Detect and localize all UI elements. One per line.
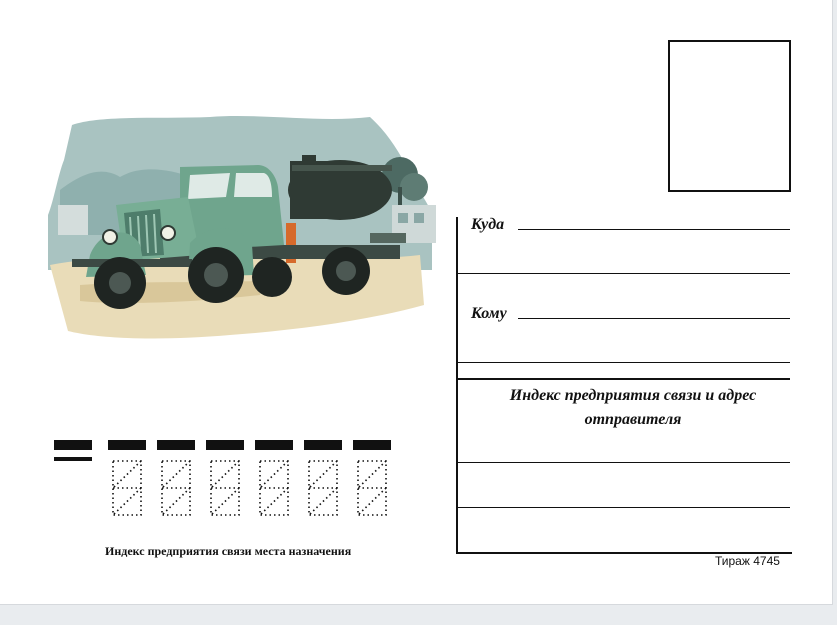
to-where-line-1: [518, 229, 790, 230]
index-digit-grid: [259, 460, 289, 516]
index-bar: [54, 440, 92, 450]
index-bar: [353, 440, 391, 450]
sender-title: Индекс предприятия связи и адрес отправителя: [509, 387, 757, 428]
truck-icon: [40, 105, 440, 350]
index-digit-grid: [357, 460, 387, 516]
index-bar: [206, 440, 244, 450]
to-whom-line-2: [458, 362, 790, 363]
index-bar-thin: [54, 457, 92, 461]
print-run: Тираж 4745: [715, 554, 780, 568]
index-bar: [255, 440, 293, 450]
to-whom-line-1: [518, 318, 790, 319]
sender-line-1: [458, 462, 790, 463]
index-digit-grid: [161, 460, 191, 516]
index-digit-grid: [210, 460, 240, 516]
to-whom-label: Кому: [471, 305, 507, 322]
index-digit-grid: [112, 460, 142, 516]
index-bar: [157, 440, 195, 450]
to-where-line-2: [458, 273, 790, 274]
index-caption: Индекс предприятия связи места назначения: [105, 544, 352, 558]
sender-divider: [458, 378, 790, 380]
sender-line-2: [458, 507, 790, 508]
index-digit-grid: [308, 460, 338, 516]
index-bar: [304, 440, 342, 450]
stamp-area: [668, 40, 791, 192]
to-where-label: Куда: [471, 216, 505, 233]
index-bar: [108, 440, 146, 450]
